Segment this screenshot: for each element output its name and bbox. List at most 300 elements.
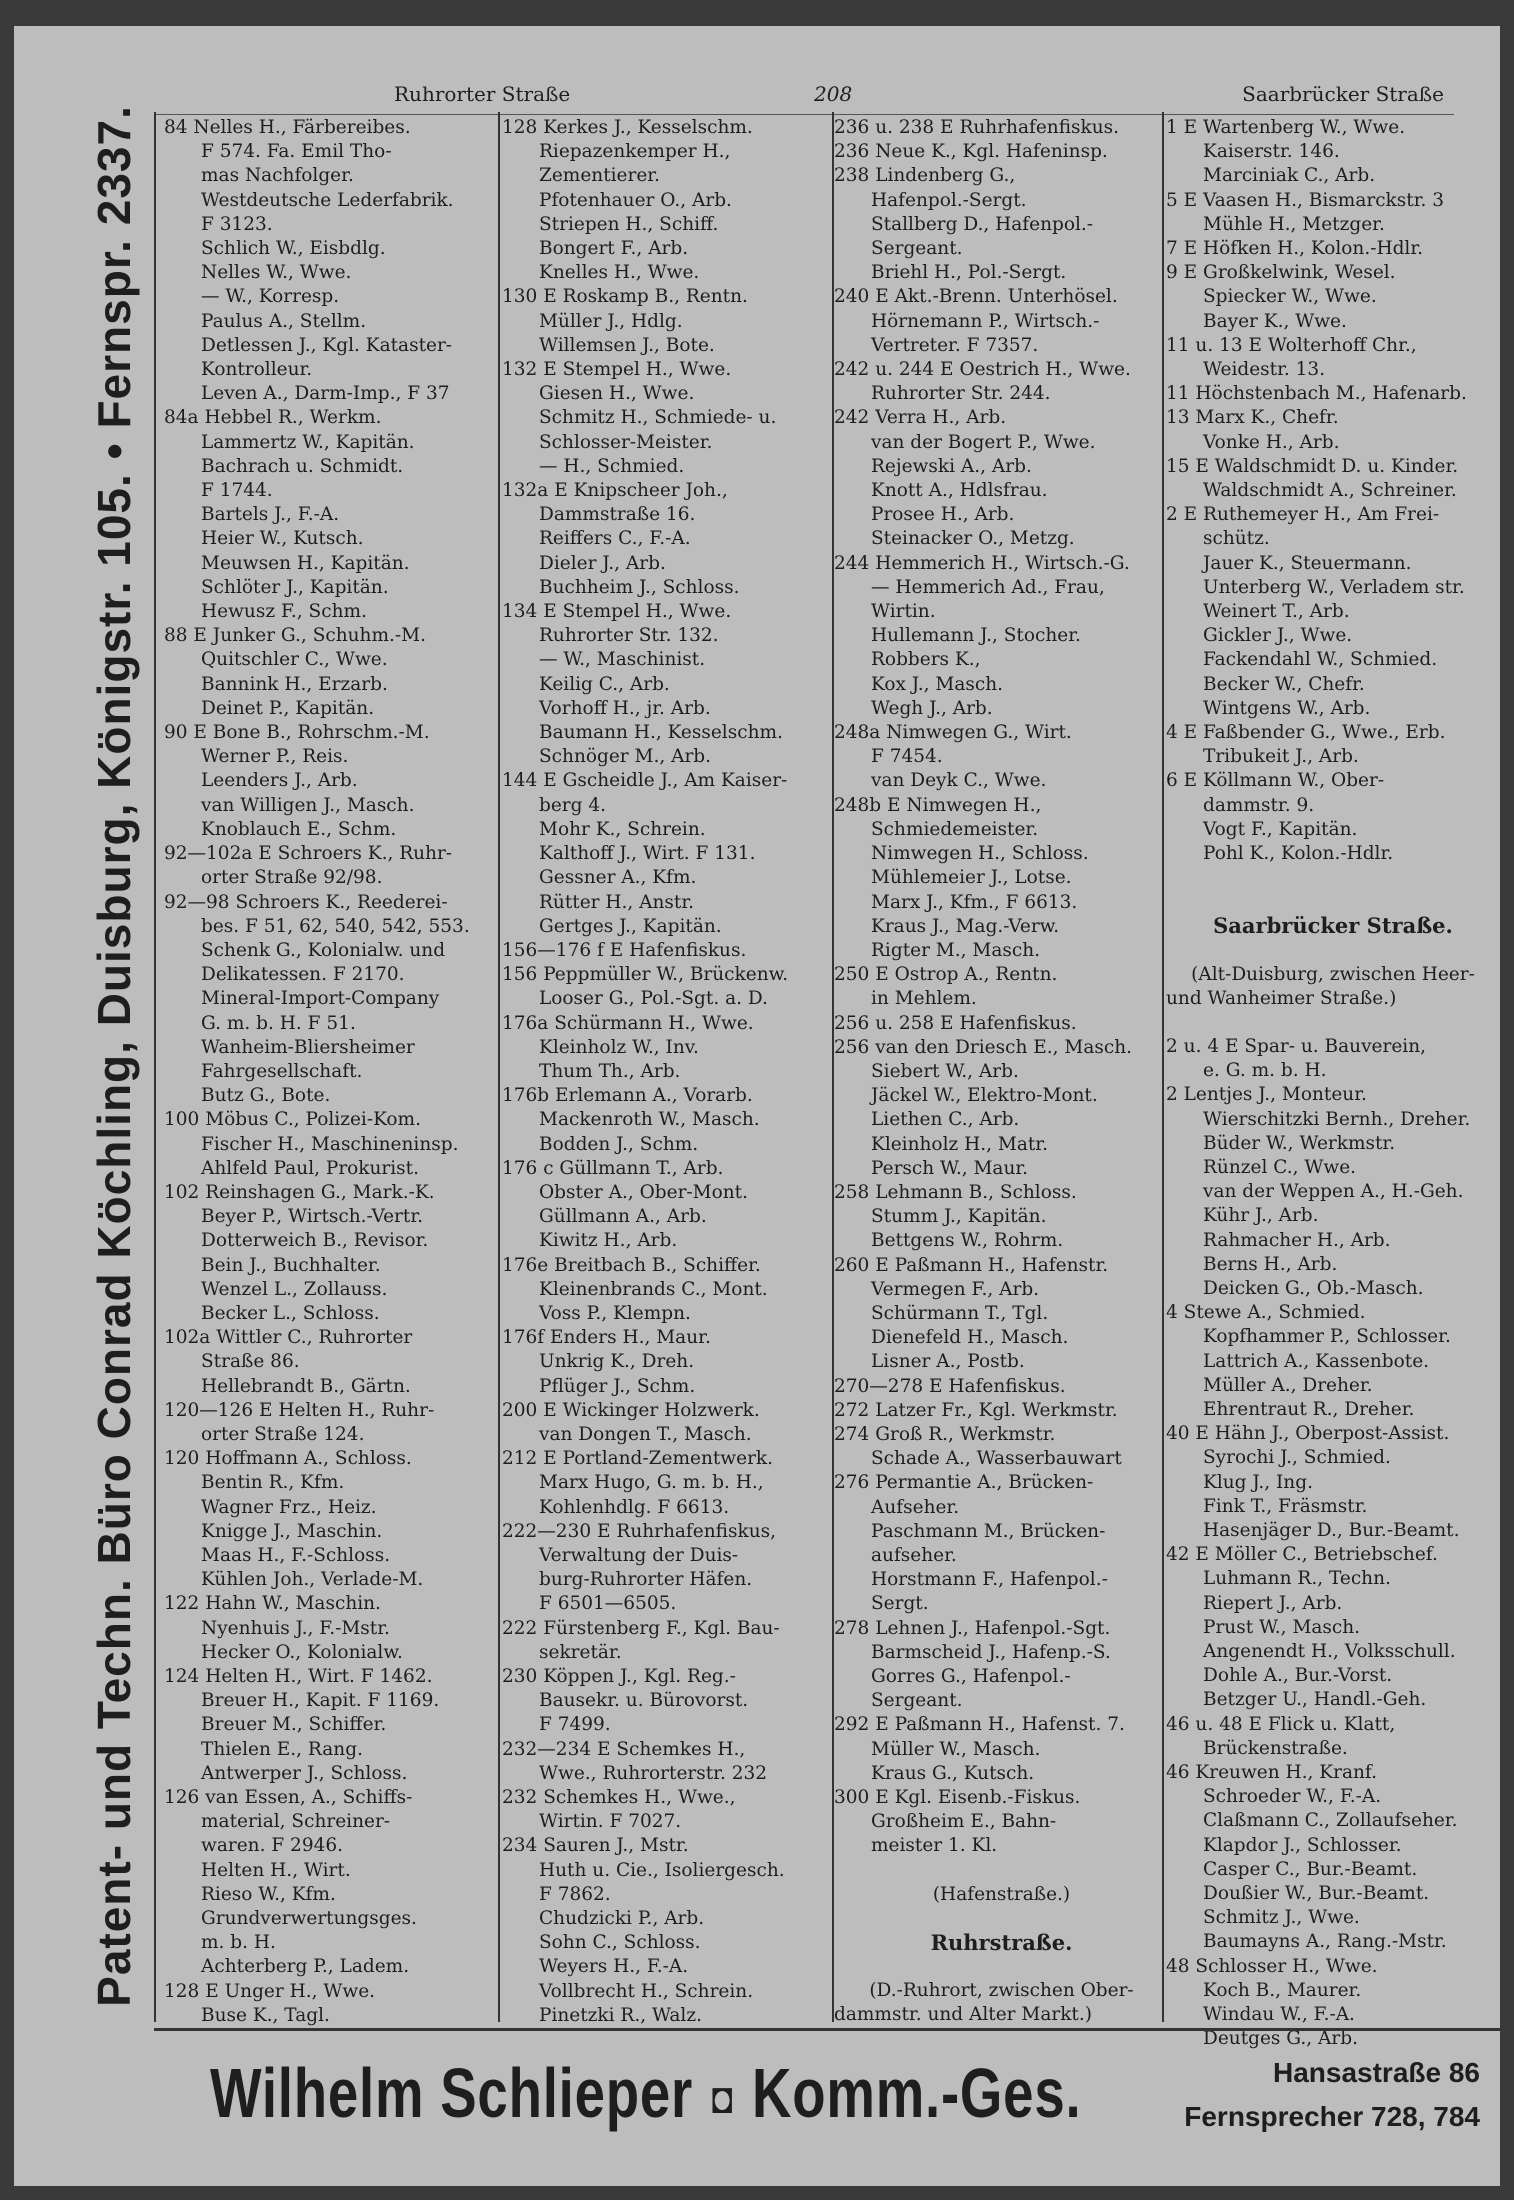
- directory-entry: 258 Lehmann B., Schloss.: [834, 1181, 1077, 1203]
- directory-entry: Wirtin.: [834, 601, 936, 623]
- directory-entry: Stumm J., Kapitän.: [834, 1206, 1047, 1228]
- advertiser-name-text: Wilhelm Schlieper: [210, 2054, 694, 2132]
- directory-entry: Quitschler C., Wwe.: [164, 649, 388, 671]
- directory-entry: 48 Schlosser H., Wwe.: [1166, 1955, 1378, 1977]
- directory-entry: Detlessen J., Kgl. Kataster-: [164, 334, 453, 356]
- directory-entry: F 7499.: [502, 1714, 611, 1736]
- directory-entry: 13 Marx K., Chefr.: [1166, 407, 1339, 429]
- directory-entry: Bachrach u. Schmidt.: [164, 455, 404, 477]
- directory-entry: 88 E Junker G., Schuhm.-M.: [164, 625, 426, 647]
- directory-entry: Leven A., Darm-Imp., F 37: [164, 383, 450, 405]
- directory-entry: 232—234 E Schemkes H.,: [502, 1738, 746, 1760]
- directory-entry: Rahmacher H., Arb.: [1166, 1229, 1391, 1251]
- directory-entry: Antwerper J., Schloss.: [164, 1762, 408, 1784]
- directory-entry: Doußier W., Bur.-Beamt.: [1166, 1883, 1430, 1905]
- directory-entry: 90 E Bone B., Rohrschm.-M.: [164, 722, 430, 744]
- directory-entry: Achterberg P., Ladem.: [164, 1956, 410, 1978]
- directory-entry: Kleinholz H., Matr.: [834, 1133, 1048, 1155]
- directory-entry: 126 van Essen, A., Schiffs-: [164, 1787, 413, 1809]
- directory-entry: 100 Möbus C., Polizei-Kom.: [164, 1109, 421, 1131]
- directory-entry: Siebert W., Arb.: [834, 1060, 1019, 1082]
- directory-entry: 102a Wittler C., Ruhrorter: [164, 1327, 413, 1349]
- directory-entry: Tribukeit J., Arb.: [1166, 746, 1359, 768]
- directory-entry: Weinert T., Arb.: [1166, 601, 1350, 623]
- directory-entry: Obster A., Ober-Mont.: [502, 1181, 748, 1203]
- directory-entry: Luhmann R., Techn.: [1166, 1568, 1391, 1590]
- directory-entry: Kühlen Joh., Verlade-M.: [164, 1569, 424, 1591]
- directory-entry: Mühlemeier J., Lotse.: [834, 867, 1072, 889]
- directory-entry: Delikatessen. F 2170.: [164, 964, 405, 986]
- directory-entry: Bein J., Buchhalter.: [164, 1254, 381, 1276]
- directory-entry: 144 E Gscheidle J., Am Kaiser-: [502, 770, 788, 792]
- header-rule: [154, 114, 1454, 115]
- directory-entry: Bannink H., Erzarb.: [164, 673, 388, 695]
- directory-entry: Leenders J., Arb.: [164, 770, 358, 792]
- directory-entry: Klug J., Ing.: [1166, 1471, 1313, 1493]
- directory-entry: van Dongen T., Masch.: [502, 1423, 752, 1445]
- directory-entry: Keilig C., Arb.: [502, 673, 670, 695]
- directory-entry: 102 Reinshagen G., Mark.-K.: [164, 1181, 435, 1203]
- directory-entry: Pfotenhauer O., Arb.: [502, 189, 732, 211]
- directory-entry: Kleinholz W., Inv.: [502, 1036, 699, 1058]
- directory-entry: Barmscheid J., Hafenp.-S.: [834, 1641, 1111, 1663]
- directory-entry: Looser G., Pol.-Sgt. a. D.: [502, 988, 768, 1010]
- directory-entry: e. G. m. b. H.: [1166, 1060, 1327, 1082]
- directory-entry: (Hafenstraße.): [932, 1883, 1071, 1905]
- directory-entry: Schade A., Wasserbauwart: [834, 1448, 1122, 1470]
- directory-entry: 232 Schemkes H., Wwe.,: [502, 1787, 736, 1809]
- directory-entry: Wagner Frz., Heiz.: [164, 1496, 377, 1518]
- directory-entry: 84a Hebbel R., Werkm.: [164, 407, 382, 429]
- directory-entry: Casper C., Bur.-Beamt.: [1166, 1858, 1418, 1880]
- directory-entry: [834, 1859, 1169, 1883]
- directory-entry: Helten H., Wirt.: [164, 1859, 351, 1881]
- directory-entry: Schlich W., Eisbdlg.: [164, 238, 386, 260]
- directory-entry: Syrochi J., Schmied.: [1166, 1447, 1391, 1469]
- directory-entry: Kleinenbrands C., Mont.: [502, 1278, 768, 1300]
- directory-entry: Chudzicki P., Arb.: [502, 1908, 705, 1930]
- directory-entry: Steinacker O., Metzg.: [834, 528, 1075, 550]
- directory-entry: 236 u. 238 E Ruhrhafenfiskus.: [834, 117, 1120, 138]
- directory-entry: Schroeder W., F.-A.: [1166, 1786, 1382, 1808]
- directory-entry: Müller W., Masch.: [834, 1738, 1041, 1760]
- directory-entry: Buse K., Tagl.: [164, 2004, 330, 2026]
- directory-entry: Saarbrücker Straße.: [1213, 914, 1453, 939]
- directory-entry: Verwaltung der Duis-: [502, 1544, 739, 1566]
- directory-entry: Sergt.: [834, 1593, 929, 1615]
- directory-entry: 46 u. 48 E Flick u. Klatt,: [1166, 1713, 1396, 1735]
- directory-entry: Briehl H., Pol.-Sergt.: [834, 262, 1067, 284]
- directory-entry: Berns H., Arb.: [1166, 1253, 1338, 1275]
- directory-entry: 132a E Knipscheer Joh.,: [502, 480, 728, 502]
- directory-entry: 250 E Ostrop A., Rentn.: [834, 964, 1058, 986]
- directory-entry: Weidestr. 13.: [1166, 359, 1326, 381]
- directory-entry: berg 4.: [502, 794, 607, 816]
- directory-entry: Vollbrecht H., Schrein.: [502, 1980, 754, 2002]
- directory-entry: schütz.: [1166, 528, 1270, 550]
- directory-entry: 156 Peppmüller W., Brückenw.: [502, 964, 789, 986]
- directory-entry: [1166, 939, 1500, 963]
- directory-entry: Huth u. Cie., Isoliergesch.: [502, 1859, 785, 1881]
- directory-entry: Mineral-Import-Company: [164, 988, 440, 1010]
- directory-entry: Koch B., Maurer.: [1166, 1979, 1362, 2001]
- directory-entry: Hewusz F., Schm.: [164, 601, 367, 623]
- directory-entry: 176e Breitbach B., Schiffer.: [502, 1254, 761, 1276]
- directory-entry: Gorres G., Hafenpol.-: [834, 1666, 1071, 1687]
- header-left-street: Ruhrorter Straße: [394, 82, 571, 106]
- directory-entry: 2 Lentjes J., Monteur.: [1166, 1084, 1367, 1106]
- directory-entry: Wegh J., Arb.: [834, 697, 993, 719]
- directory-entry: Jauer K., Steuermann.: [1166, 552, 1412, 574]
- directory-entry: Mohr K., Schrein.: [502, 818, 706, 840]
- directory-entry: Dieler J., Arb.: [502, 552, 666, 574]
- directory-entry: 134 E Stempel H., Wwe.: [502, 601, 732, 623]
- directory-entry: 292 E Paßmann H., Hafenst. 7.: [834, 1714, 1125, 1736]
- directory-entry: Paschmann M., Brücken-: [834, 1520, 1106, 1542]
- directory-entry: 244 Hemmerich H., Wirtsch.-G.: [834, 552, 1130, 574]
- directory-entry: Robbers K.,: [834, 649, 981, 671]
- directory-entry: 46 Kreuwen H., Kranf.: [1166, 1762, 1377, 1783]
- directory-entry: Schlöter J., Kapitän.: [164, 576, 389, 598]
- advertiser-name: [210, 2053, 1081, 2133]
- directory-entry: Wenzel L., Zollauss.: [164, 1278, 388, 1300]
- directory-entry: Ehrentraut R., Dreher.: [1166, 1398, 1415, 1420]
- directory-entry: 11 u. 13 E Wolterhoff Chr.,: [1166, 334, 1417, 356]
- directory-entry: Rütter H., Anstr.: [502, 891, 695, 913]
- directory-entry: m. b. H.: [164, 1932, 276, 1954]
- directory-entry: 236 Neue K., Kgl. Hafeninsp.: [834, 141, 1108, 163]
- directory-entry: Riepazenkemper H.,: [502, 141, 731, 163]
- directory-entry: 2 E Ruthemeyer H., Am Frei-: [1166, 504, 1440, 526]
- directory-entry: Deicken G., Ob.-Masch.: [1166, 1277, 1424, 1299]
- directory-entry: material, Schreiner-: [164, 1811, 391, 1833]
- directory-entry: 84 Nelles H., Färbereibes.: [164, 117, 411, 138]
- directory-entry: 40 E Hähn J., Oberpost-Assist.: [1166, 1423, 1450, 1445]
- directory-column-1: [164, 116, 494, 2026]
- directory-entry: Bongert F., Arb.: [502, 238, 689, 260]
- directory-entry: Betzger U., Handl.-Geh.: [1166, 1689, 1427, 1711]
- directory-entry: Hecker O., Kolonialw.: [164, 1641, 403, 1663]
- directory-entry: Gessner A., Kfm.: [502, 867, 697, 889]
- directory-entry: Thielen E., Rang.: [164, 1738, 363, 1760]
- directory-entry: [1166, 1011, 1500, 1035]
- directory-entry: Ruhrorter Str. 244.: [834, 383, 1051, 405]
- directory-entry: Bausekr. u. Bürovorst.: [502, 1690, 749, 1712]
- directory-entry: van der Weppen A., H.-Geh.: [1166, 1181, 1464, 1203]
- directory-entry: Wierschitzki Bernh., Dreher.: [1166, 1108, 1471, 1130]
- directory-entry: Nyenhuis J., F.-Mstr.: [164, 1617, 390, 1639]
- directory-entry: 4 E Faßbender G., Wwe., Erb.: [1166, 722, 1446, 744]
- directory-entry: Baumann H., Kesselschm.: [502, 722, 783, 744]
- directory-column-2: [502, 116, 837, 2026]
- directory-entry: [1166, 866, 1500, 890]
- bottom-advertisement: [154, 2028, 1500, 2181]
- directory-entry: F 1744.: [164, 480, 273, 502]
- directory-entry: 5 E Vaasen H., Bismarckstr. 3: [1166, 189, 1445, 211]
- directory-entry: Vogt F., Kapitän.: [1166, 818, 1358, 840]
- directory-entry: Becker L., Schloss.: [164, 1302, 380, 1324]
- directory-entry: Rigter M., Masch.: [834, 939, 1041, 961]
- directory-entry: Sohn C., Schloss.: [502, 1932, 701, 1954]
- directory-entry: Fahrgesellschaft.: [164, 1060, 363, 1082]
- directory-entry: Sergeant.: [834, 1690, 963, 1712]
- directory-entry: Marx J., Kfm., F 6613.: [834, 891, 1078, 913]
- directory-entry: in Mehlem.: [834, 988, 977, 1010]
- directory-entry: 4 Stewe A., Schmied.: [1166, 1302, 1366, 1324]
- directory-entry: mas Nachfolger.: [164, 165, 354, 187]
- directory-entry: Nelles W., Wwe.: [164, 262, 352, 284]
- directory-entry: Kiwitz H., Arb.: [502, 1230, 678, 1252]
- column-rule: [154, 112, 156, 2022]
- directory-entry: Kraus J., Mag.-Verw.: [834, 915, 1060, 937]
- directory-entry: 240 E Akt.-Brenn. Unterhösel.: [834, 286, 1118, 308]
- directory-entry: [1166, 890, 1500, 914]
- directory-entry: Claßmann C., Zollaufseher.: [1166, 1810, 1458, 1832]
- directory-entry: 222 Fürstenberg F., Kgl. Bau-: [502, 1617, 780, 1639]
- directory-entry: Ruhrorter Str. 132.: [502, 625, 719, 647]
- directory-entry: 6 E Köllmann W., Ober-: [1166, 770, 1385, 792]
- advertiser-address: Hansastraße 86: [1272, 2057, 1480, 2088]
- directory-entry: Kühr J., Arb.: [1166, 1205, 1319, 1227]
- directory-entry: Angenendt H., Volksschull.: [1166, 1640, 1456, 1662]
- directory-entry: Maas H., F.-Schloss.: [164, 1544, 391, 1566]
- directory-entry: Klapdor J., Schlosser.: [1166, 1834, 1402, 1856]
- directory-entry: 1 E Wartenberg W., Wwe.: [1166, 117, 1406, 138]
- directory-entry: [834, 1955, 1169, 1979]
- directory-entry: 248b E Nimwegen H.,: [834, 794, 1042, 816]
- directory-entry: Hellebrandt B., Gärtn.: [164, 1375, 411, 1397]
- page-header: [394, 82, 1444, 112]
- directory-entry: — H., Schmied.: [502, 455, 685, 477]
- directory-entry: — W., Maschinist.: [502, 649, 706, 671]
- directory-entry: Dammstraße 16.: [502, 504, 696, 526]
- directory-entry: Lattrich A., Kassenbote.: [1166, 1350, 1430, 1372]
- directory-entry: F 7862.: [502, 1883, 611, 1905]
- directory-entry: Deinet P., Kapitän.: [164, 697, 375, 719]
- directory-entry: dammstr. und Alter Markt.): [834, 2004, 1092, 2026]
- directory-entry: Windau W., F.-A.: [1166, 2004, 1355, 2026]
- header-right-street: Saarbrücker Straße: [1242, 82, 1444, 106]
- directory-entry: Schürmann T., Tgl.: [834, 1302, 1049, 1324]
- directory-entry: 248a Nimwegen G., Wirt.: [834, 722, 1072, 744]
- directory-entry: 260 E Paßmann H., Hafenstr.: [834, 1254, 1109, 1276]
- directory-entry: Weyers H., F.-A.: [502, 1956, 689, 1978]
- directory-entry: Müller J., Hdlg.: [502, 310, 683, 332]
- directory-entry: Kaiserstr. 146.: [1166, 141, 1340, 163]
- directory-entry: 200 E Wickinger Holzwerk.: [502, 1399, 760, 1421]
- directory-entry: burg-Ruhrorter Häfen.: [502, 1569, 753, 1591]
- directory-entry: Butz G., Bote.: [164, 1085, 331, 1107]
- directory-entry: Kohlenhdlg. F 6613.: [502, 1496, 730, 1518]
- directory-entry: 270—278 E Hafenfiskus.: [834, 1375, 1066, 1397]
- directory-entry: Horstmann F., Hafenpol.-: [834, 1569, 1108, 1591]
- directory-entry: 128 E Unger H., Wwe.: [164, 1980, 376, 2002]
- directory-entry: — Hemmerich Ad., Frau,: [834, 576, 1105, 598]
- directory-entry: Unterberg W., Verladem str.: [1166, 576, 1465, 598]
- directory-entry: Schenk G., Kolonialw. und: [164, 939, 446, 961]
- directory-entry: Vorhoff H., jr. Arb.: [502, 697, 711, 719]
- directory-entry: sekretär.: [502, 1641, 622, 1663]
- directory-entry: 278 Lehnen J., Hafenpol.-Sgt.: [834, 1617, 1111, 1639]
- directory-entry: aufseher.: [834, 1544, 957, 1566]
- directory-entry: Hullemann J., Stocher.: [834, 625, 1081, 647]
- directory-entry: [834, 1907, 1169, 1931]
- directory-entry: Hörnemann P., Wirtsch.-: [834, 310, 1100, 332]
- directory-entry: Willemsen J., Bote.: [502, 334, 715, 356]
- directory-entry: 92—102a E Schroers K., Ruhr-: [164, 843, 453, 865]
- directory-entry: Kalthoff J., Wirt. F 131.: [502, 843, 756, 865]
- directory-entry: Kraus G., Kutsch.: [834, 1762, 1035, 1784]
- directory-column-4: [1166, 116, 1500, 2050]
- directory-entry: Meuwsen H., Kapitän.: [164, 552, 410, 574]
- directory-entry: 276 Permantie A., Brücken-: [834, 1472, 1094, 1494]
- directory-entry: Pinetzki R., Walz.: [502, 2004, 702, 2026]
- sidebar-advertisement: Patent- und Techn. Büro Conrad Köchling, Duisburg, Königstr. 105. • Fernspr. 2337.: [88, 105, 140, 2007]
- directory-entry: Breuer H., Kapit. F 1169.: [164, 1690, 440, 1712]
- directory-entry: Mühle H., Metzger.: [1166, 213, 1385, 235]
- directory-entry: Prosee H., Arb.: [834, 504, 1015, 526]
- directory-entry: Vonke H., Arb.: [1166, 431, 1340, 453]
- directory-entry: Reiffers C., F.-A.: [502, 528, 691, 550]
- directory-entry: Großheim E., Bahn-: [834, 1811, 1057, 1833]
- directory-entry: Stallberg D., Hafenpol.-: [834, 213, 1094, 235]
- directory-entry: Büder W., Werkmstr.: [1166, 1132, 1396, 1154]
- advertiser-contact: [1180, 2051, 1480, 2139]
- directory-entry: 120—126 E Helten H., Ruhr-: [164, 1399, 435, 1421]
- directory-entry: Wanheim-Bliersheimer: [164, 1036, 415, 1058]
- directory-entry: Wirtin. F 7027.: [502, 1811, 682, 1833]
- directory-entry: Pohl K., Kolon.-Hdlr.: [1166, 843, 1394, 865]
- ad-separator-icon: ◘: [711, 2073, 734, 2123]
- directory-entry: Schlosser-Meister.: [502, 431, 713, 453]
- directory-entry: Pflüger J., Schm.: [502, 1375, 696, 1397]
- directory-entry: 124 Helten H., Wirt. F 1462.: [164, 1666, 433, 1687]
- directory-entry: Rejewski A., Arb.: [834, 455, 1032, 477]
- directory-entry: Schmitz H., Schmiede- u.: [502, 407, 777, 429]
- directory-entry: Güllmann A., Arb.: [502, 1206, 707, 1228]
- directory-entry: 176f Enders H., Maur.: [502, 1327, 711, 1349]
- directory-entry: Schnöger M., Arb.: [502, 746, 712, 768]
- directory-entry: 156—176 f E Hafenfiskus.: [502, 939, 747, 961]
- directory-entry: F 6501—6505.: [502, 1593, 677, 1615]
- directory-entry: Striepen H., Schiff.: [502, 213, 719, 235]
- directory-entry: Vermegen F., Arb.: [834, 1278, 1040, 1300]
- directory-entry: Wintgens W., Arb.: [1166, 697, 1371, 719]
- directory-entry: 120 Hoffmann A., Schloss.: [164, 1448, 412, 1470]
- directory-entry: Sergeant.: [834, 238, 963, 260]
- directory-entry: 176 c Güllmann T., Arb.: [502, 1157, 724, 1179]
- directory-entry: Mackenroth W., Masch.: [502, 1109, 760, 1131]
- directory-entry: van Willigen J., Masch.: [164, 794, 415, 816]
- directory-entry: Fink T., Fräsmstr.: [1166, 1495, 1368, 1517]
- directory-entry: Marciniak C., Arb.: [1166, 165, 1376, 187]
- directory-entry: Knigge J., Maschin.: [164, 1520, 383, 1542]
- directory-entry: Brückenstraße.: [1166, 1737, 1348, 1759]
- directory-entry: Schmitz J., Wwe.: [1166, 1907, 1360, 1929]
- directory-entry: Riepert J., Arb.: [1166, 1592, 1343, 1614]
- directory-entry: 176a Schürmann H., Wwe.: [502, 1012, 754, 1034]
- directory-page: [14, 26, 1500, 2186]
- directory-entry: 256 u. 258 E Hafenfiskus.: [834, 1012, 1077, 1034]
- directory-entry: Zementierer.: [502, 165, 660, 187]
- column-rule: [498, 112, 500, 2022]
- directory-entry: Fischer H., Maschineninsp.: [164, 1133, 459, 1155]
- directory-entry: 256 van den Driesch E., Masch.: [834, 1036, 1133, 1058]
- directory-entry: Heier W., Kutsch.: [164, 528, 364, 550]
- directory-entry: Bodden J., Schm.: [502, 1133, 699, 1155]
- directory-entry: orter Straße 92/98.: [164, 867, 383, 889]
- directory-entry: Unkrig K., Dreh.: [502, 1351, 695, 1373]
- directory-entry: 130 E Roskamp B., Rentn.: [502, 286, 748, 308]
- directory-entry: Becker W., Chefr.: [1166, 673, 1365, 695]
- directory-entry: Lisner A., Postb.: [834, 1351, 1025, 1373]
- directory-entry: Westdeutsche Lederfabrik.: [164, 189, 454, 211]
- directory-entry: 230 Köppen J., Kgl. Reg.-: [502, 1666, 736, 1687]
- directory-entry: Rünzel C., Wwe.: [1166, 1156, 1357, 1178]
- directory-entry: Spiecker W., Wwe.: [1166, 286, 1377, 308]
- directory-entry: Knott A., Hdlsfrau.: [834, 480, 1048, 502]
- directory-entry: F 574. Fa. Emil Tho-: [164, 141, 392, 163]
- directory-entry: Baumayns A., Rang.-Mstr.: [1166, 1931, 1447, 1953]
- directory-entry: Rieso W., Kfm.: [164, 1883, 336, 1905]
- directory-entry: 2 u. 4 E Spar- u. Bauverein,: [1166, 1035, 1427, 1057]
- directory-entry: Prust W., Masch.: [1166, 1616, 1361, 1638]
- directory-entry: dammstr. 9.: [1166, 794, 1315, 816]
- directory-entry: Nimwegen H., Schloss.: [834, 843, 1089, 865]
- directory-entry: Thum Th., Arb.: [502, 1060, 681, 1082]
- directory-column-3: [834, 116, 1169, 2026]
- directory-entry: Bartels J., F.-A.: [164, 504, 340, 526]
- directory-entry: 11 Höchstenbach M., Hafenarb.: [1166, 383, 1467, 405]
- directory-entry: 42 E Möller C., Betriebschef.: [1166, 1544, 1438, 1566]
- directory-entry: 176b Erlemann A., Vorarb.: [502, 1085, 753, 1107]
- directory-entry: Aufseher.: [834, 1496, 960, 1518]
- directory-entry: Kontrolleur.: [164, 359, 313, 381]
- directory-entry: Fackendahl W., Schmied.: [1166, 649, 1438, 671]
- directory-entry: Werner P., Reis.: [164, 746, 349, 768]
- directory-entry: (Alt-Duisburg, zwischen Heer-: [1191, 963, 1475, 985]
- directory-entry: orter Straße 124.: [164, 1423, 365, 1445]
- directory-entry: Waldschmidt A., Schreiner.: [1166, 480, 1457, 502]
- directory-entry: Kopfhammer P., Schlosser.: [1166, 1326, 1451, 1348]
- directory-entry: Bettgens W., Rohrm.: [834, 1230, 1064, 1252]
- directory-entry: 128 Kerkes J., Kesselschm.: [502, 117, 753, 138]
- directory-entry: meister 1. Kl.: [834, 1835, 998, 1857]
- directory-entry: 132 E Stempel H., Wwe.: [502, 359, 732, 381]
- directory-entry: Hafenpol.-Sergt.: [834, 189, 1027, 211]
- directory-entry: Breuer M., Schiffer.: [164, 1714, 387, 1736]
- directory-entry: Müller A., Dreher.: [1166, 1374, 1373, 1396]
- directory-entry: 238 Lindenberg G.,: [834, 165, 1016, 187]
- directory-entry: 15 E Waldschmidt D. u. Kinder.: [1166, 455, 1459, 477]
- directory-entry: Deutges G., Arb.: [1166, 2028, 1358, 2050]
- directory-entry: Dotterweich B., Revisor.: [164, 1230, 429, 1252]
- directory-entry: F 7454.: [834, 746, 943, 768]
- directory-entry: 234 Sauren J., Mstr.: [502, 1835, 689, 1857]
- directory-entry: van der Bogert P., Wwe.: [834, 431, 1096, 453]
- directory-entry: 9 E Großkelwink, Wesel.: [1166, 262, 1396, 284]
- directory-entry: Liethen C., Arb.: [834, 1109, 1020, 1131]
- directory-entry: Straße 86.: [164, 1351, 300, 1373]
- directory-entry: Knoblauch E., Schm.: [164, 818, 397, 840]
- directory-entry: (D.-Ruhrort, zwischen Ober-: [869, 1980, 1134, 2002]
- directory-entry: Knelles H., Wwe.: [502, 262, 700, 284]
- directory-entry: Wwe., Ruhrorterstr. 232: [502, 1762, 768, 1784]
- directory-entry: bes. F 51, 62, 540, 542, 553.: [164, 915, 470, 937]
- directory-entry: Bayer K., Wwe.: [1166, 310, 1347, 332]
- directory-entry: Giesen H., Wwe.: [502, 383, 695, 405]
- directory-entry: 242 Verra H., Arb.: [834, 407, 1007, 429]
